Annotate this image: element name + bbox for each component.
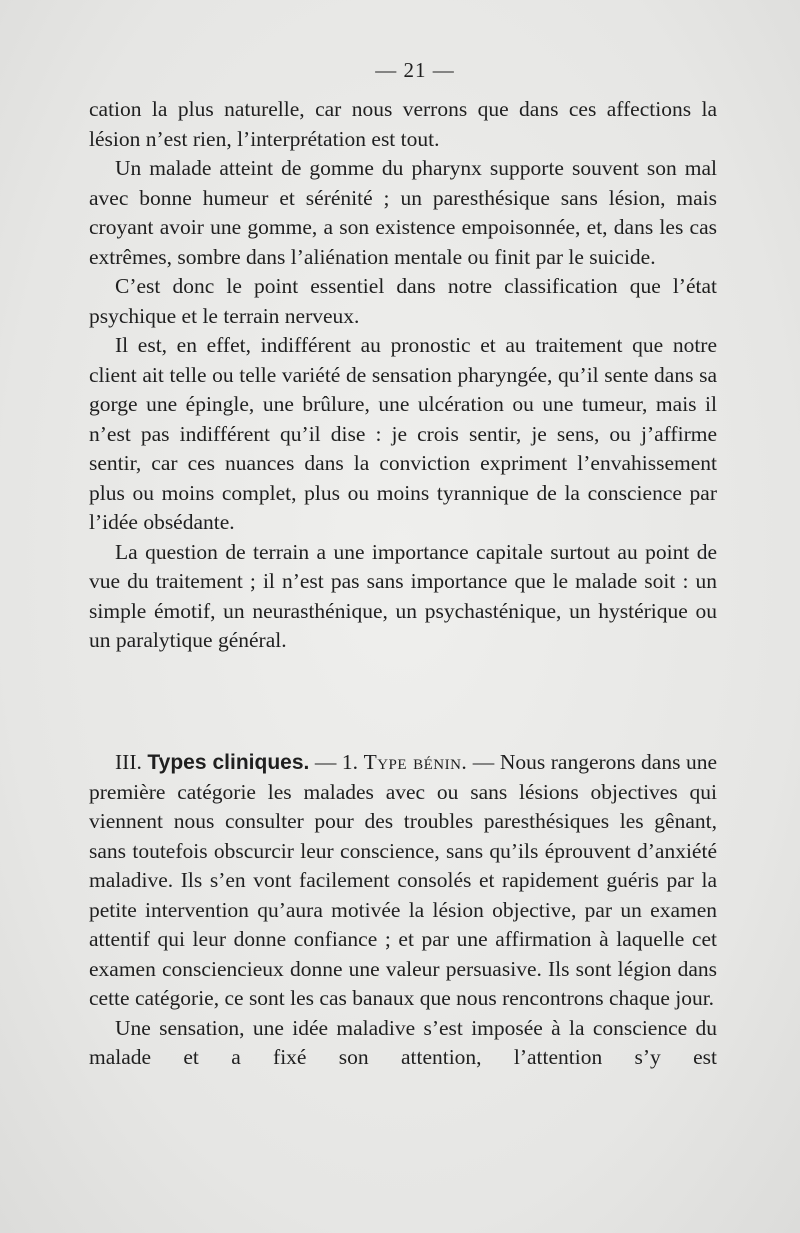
paragraph-terrain: La question de terrain a une importance capitale surtout au point de vue du traitement ; il n’est pas sans importance que le malade soit : un simple émotif, un neurasthénique, un psychasténique, un hystérique ou un paralytique général. [89, 539, 717, 652]
section-intro [89, 95, 717, 656]
paragraph-continuation: cation la plus naturelle, car nous verrons que dans ces affections la lésion n’est rien, l’interprétation est tout. [89, 97, 717, 151]
heading-dash: — [309, 750, 342, 774]
paragraph-gomme: Un malade atteint de gomme du pharynx supporte souvent son mal avec bonne humeur et sérénité ; un paresthésique sans lésion, mais croyant avoir une gomme, a son existence empoisonnée, et, dans les cas extrêmes, sombre dans l’aliénation mentale ou finit par le suicide. [89, 156, 717, 269]
paragraph-point-essentiel: C’est donc le point essentiel dans notre classification que l’état psychique et le terrain nerveux. [89, 274, 717, 328]
subsection-heading: Type bénin. [363, 750, 468, 774]
paragraph-type-benin-text: Nous rangerons dans une première catégorie les malades avec ou sans lésions objectives qui viennent nous consulter pour des troubles paresthésiques les gênant, sans toutefois obscurcir leur conscience, sans qu’ils éprouvent d’anxiété maladive. Ils s’en vont facilement consolés et rapidement guéris par la petite intervention qu’aura motivée la lésion objective, par un examen attentif qui leur donne confiance ; et par une affirmation à laquelle cet examen consciencieux donne une valeur persuasive. Ils sont légion dans cette catégorie, ce sont les cas banaux que nous rencontrons chaque jour. [89, 750, 718, 1010]
subheading-dash: — [467, 750, 500, 774]
page-number: — 21 — [375, 58, 455, 82]
section-numeral: III. [115, 750, 142, 774]
section-types-cliniques [89, 748, 717, 1073]
subsection-number: 1. [341, 750, 359, 774]
paragraph-type-benin [89, 748, 717, 1014]
paragraph-pronostic: Il est, en effet, indifférent au pronostic et au traitement que notre client ait telle ou telle variété de sensation pharyngée, qu’il sente dans sa gorge une épingle, une brûlure, une ulcération ou une tumeur, mais il n’est pas indifférent qu’il dise : je crois sentir, je sens, ou j’affirme sentir, car ces nuances dans la conviction expriment l’envahissement plus ou moins complet, plus ou moins tyrannique de la conscience par l’idée obsédante. [89, 333, 717, 534]
section-heading: Types cliniques. [147, 751, 310, 774]
paragraph-sensation: Une sensation, une idée maladive s’est imposée à la conscience du malade et a fixé son attention, l’attention s’y est [89, 1015, 717, 1069]
